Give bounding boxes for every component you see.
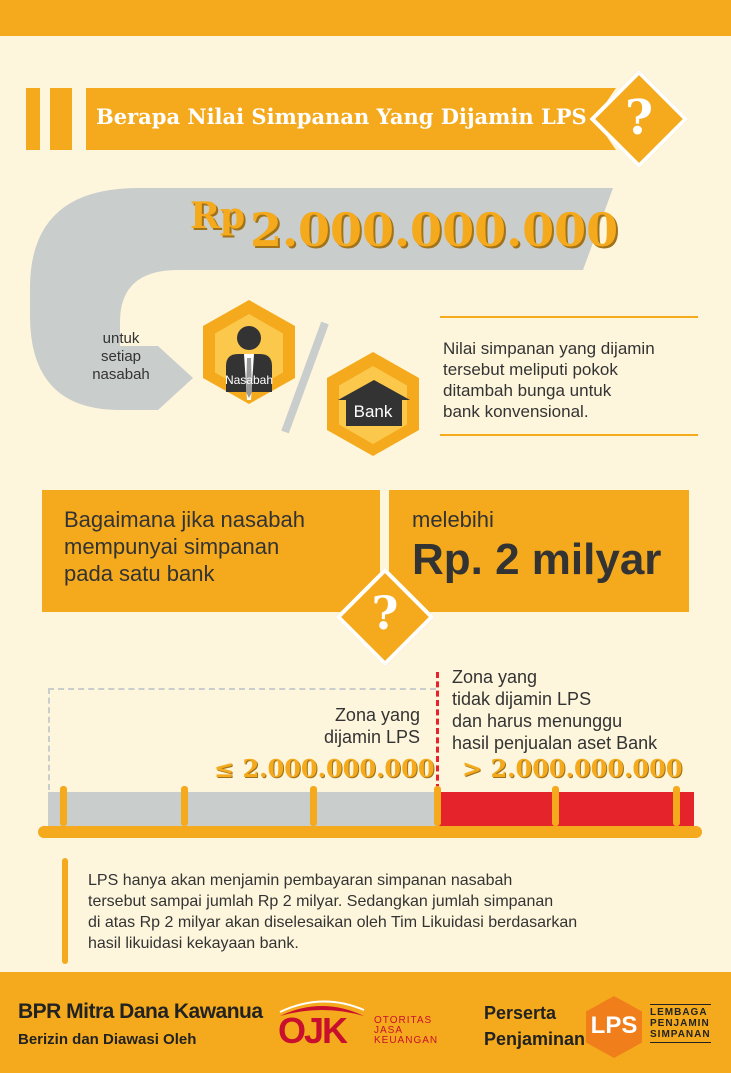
note-text: LPS hanya akan menjamin pembayaran simpanan nasabah tersebut sampai jumlah Rp 2 milyar. Sedangkan jumlah simpanan di atas Rp 2 milyar akan diselesaikan oleh Tim Likuidasi berdasarkan hasil likuidasi kekayaan bank.: [88, 872, 578, 952]
amount-value: 2.000.000.000: [250, 203, 619, 257]
scale-tick: [673, 786, 680, 826]
divider-slash: [280, 320, 330, 435]
bank-label: Bank: [353, 402, 393, 421]
scale-tick: [434, 786, 441, 826]
bank-name: BPR Mitra Dana Kawanua: [18, 1000, 263, 1023]
page-title: Berapa Nilai Simpanan Yang Dijamin LPS: [96, 104, 587, 129]
header-stripe: [26, 88, 40, 150]
answer-small: melebihi: [412, 507, 494, 532]
guarantee-description: Nilai simpanan yang dijamin tersebut meliputi pokok ditambah bunga untuk bank konvensional.: [443, 339, 655, 421]
amount-currency: Rp: [190, 195, 246, 237]
ojk-text: OTORITAS JASA KEUANGAN: [374, 1015, 439, 1046]
scale-tick: [310, 786, 317, 826]
scale-tick: [552, 786, 559, 826]
not-guaranteed-zone-value: > 2.000.000.000: [462, 754, 683, 783]
nasabah-label: Nasabah: [224, 373, 274, 387]
question-diamond: [604, 84, 674, 154]
top-bar: [0, 0, 731, 36]
not-guaranteed-zone-label: Zona yang tidak dijamin LPS dan harus menunggu hasil penjualan aset Bank: [452, 667, 658, 753]
header-stripe: [50, 88, 72, 150]
note-rule: [62, 858, 68, 964]
ojk-logo: OJK: [272, 998, 372, 1057]
per-customer-label: untuk setiap nasabah: [92, 330, 150, 383]
lps-logo-text: LPS: [590, 1012, 638, 1039]
desc-rule-bottom: [440, 434, 698, 436]
supervised-label: Berizin dan Diawasi Oleh: [18, 1031, 197, 1048]
zone-divider: [436, 672, 439, 790]
question-diamond-2: [350, 582, 420, 652]
not-guaranteed-bar: [438, 792, 694, 826]
scale-tick: [60, 786, 67, 826]
guaranteed-zone-value: ≤ 2.000.000.000: [214, 754, 435, 783]
person-icon: [220, 322, 278, 402]
question-text: Bagaimana jika nasabah mempunyai simpanan pada satu bank: [64, 507, 305, 586]
peserta-label: Perserta Penjaminan: [484, 1003, 586, 1049]
guaranteed-zone-label: Zona yang dijamin LPS: [323, 705, 420, 747]
question-mark-icon: ?: [624, 90, 654, 146]
scale-tick: [181, 786, 188, 826]
question-mark-icon: ?: [371, 586, 399, 640]
guaranteed-bar: [48, 792, 438, 826]
lps-text: LEMBAGA PENJAMIN SIMPANAN: [650, 1004, 711, 1043]
scale-axis: [38, 826, 702, 838]
desc-rule-top: [440, 316, 698, 318]
answer-big: Rp. 2 milyar: [412, 535, 662, 584]
